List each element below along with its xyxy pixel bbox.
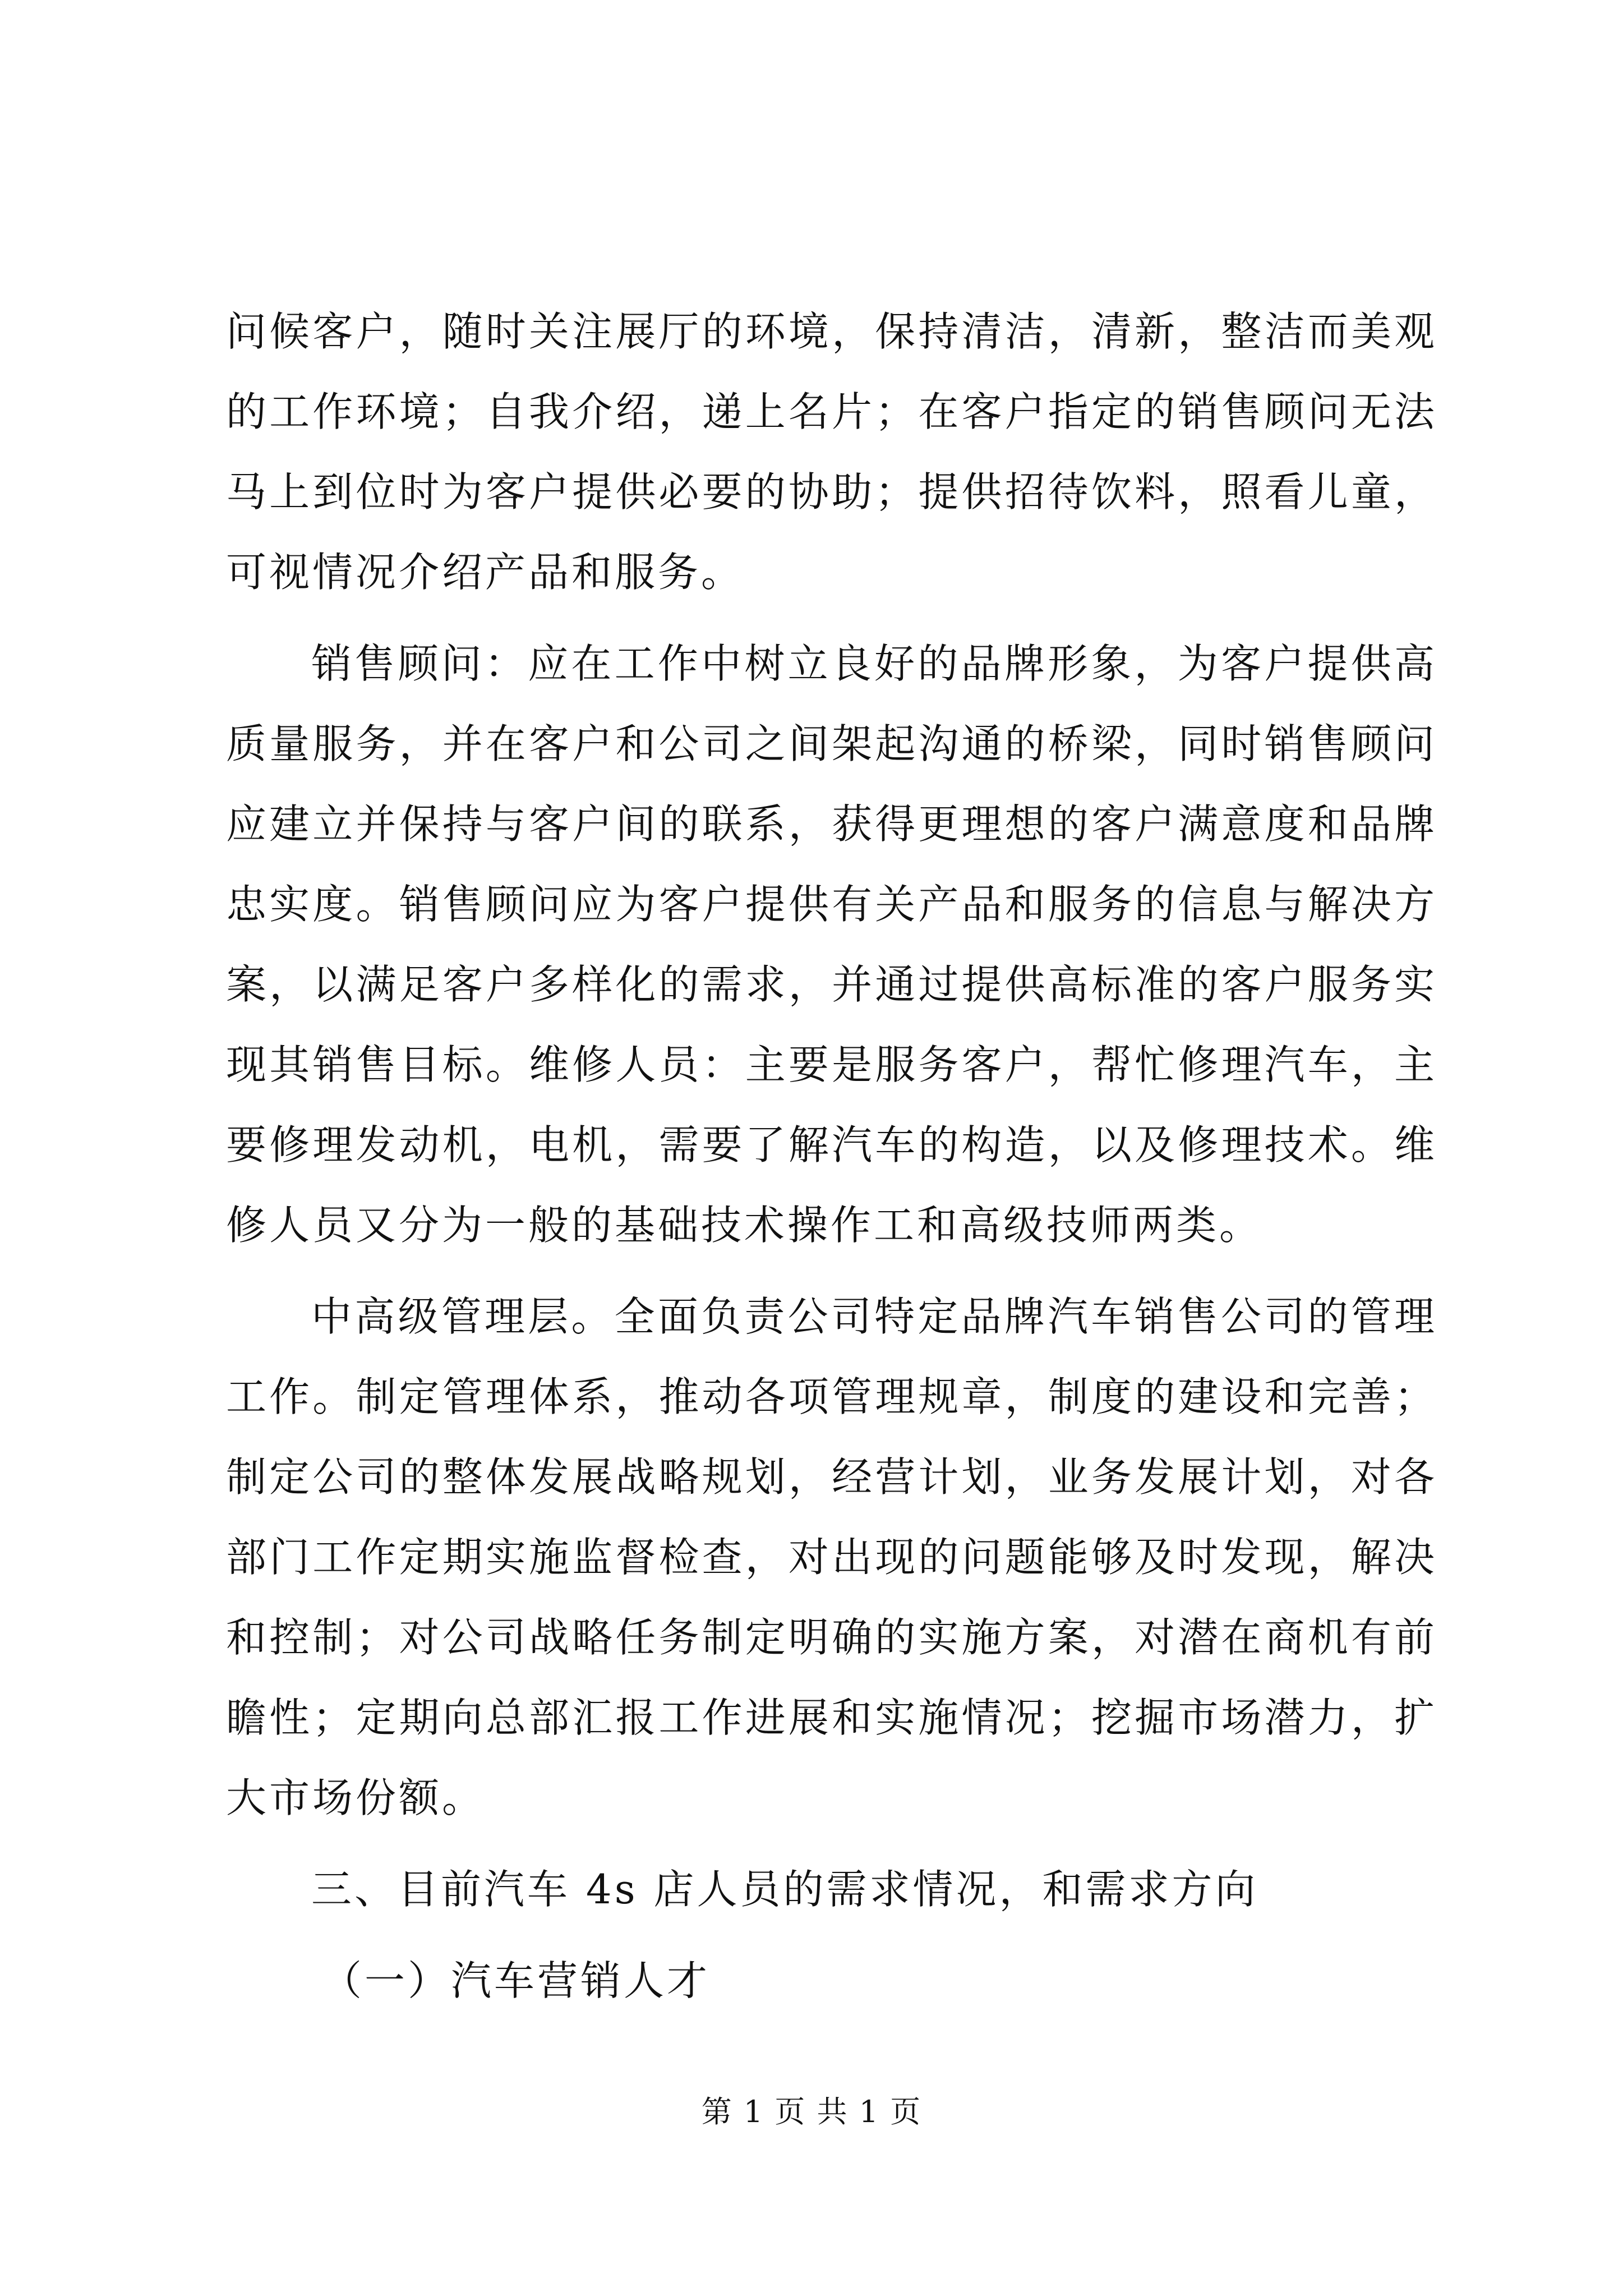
paragraph-reception-duties: 问候客户，随时关注展厅的环境，保持清洁，清新，整洁而美观的工作环境；自我介绍，递上名片；在客户指定的销售顾问无法马上到位时为客户提供必要的协助；提供招待饮料，照看儿童，可视情况介绍产品和服务。 [226, 308, 1437, 596]
subsection-heading: （一）汽车营销人才 [321, 1957, 711, 2004]
section-heading: 三、目前汽车 4s 店人员的需求情况，和需求方向 [311, 1866, 1258, 1913]
document-body [226, 292, 1437, 2021]
paragraph-sales-consultant: 销售顾问：应在工作中树立良好的品牌形象，为客户提供高质量服务，并在客户和公司之间架起沟通的桥梁，同时销售顾问应建立并保持与客户间的联系，获得更理想的客户满意度和品牌忠实度。销售顾问应为客户提供有关产品和服务的信息与解决方案，以满足客户多样化的需求，并通过提供高标准的客户服务实现其销售目标。维修人员：主要是服务客户，帮忙修理汽车，主要修理发动机，电机，需要了解汽车的构造，以及修理技术。维修人员又分为一般的基础技术操作工和高级技师两类。 [226, 640, 1437, 1249]
page-footer: 第 1 页 共 1 页 [701, 2094, 922, 2129]
paragraph-management: 中高级管理层。全面负责公司特定品牌汽车销售公司的管理工作。制定管理体系，推动各项管理规章，制度的建设和完善；制定公司的整体发展战略规划，经营计划，业务发展计划，对各部门工作定期实施监督检查，对出现的问题能够及时发现，解决和控制；对公司战略任务制定明确的实施方案，对潜在商机有前瞻性；定期向总部汇报工作进展和实施情况；挖掘市场潜力，扩大市场份额。 [226, 1293, 1437, 1821]
